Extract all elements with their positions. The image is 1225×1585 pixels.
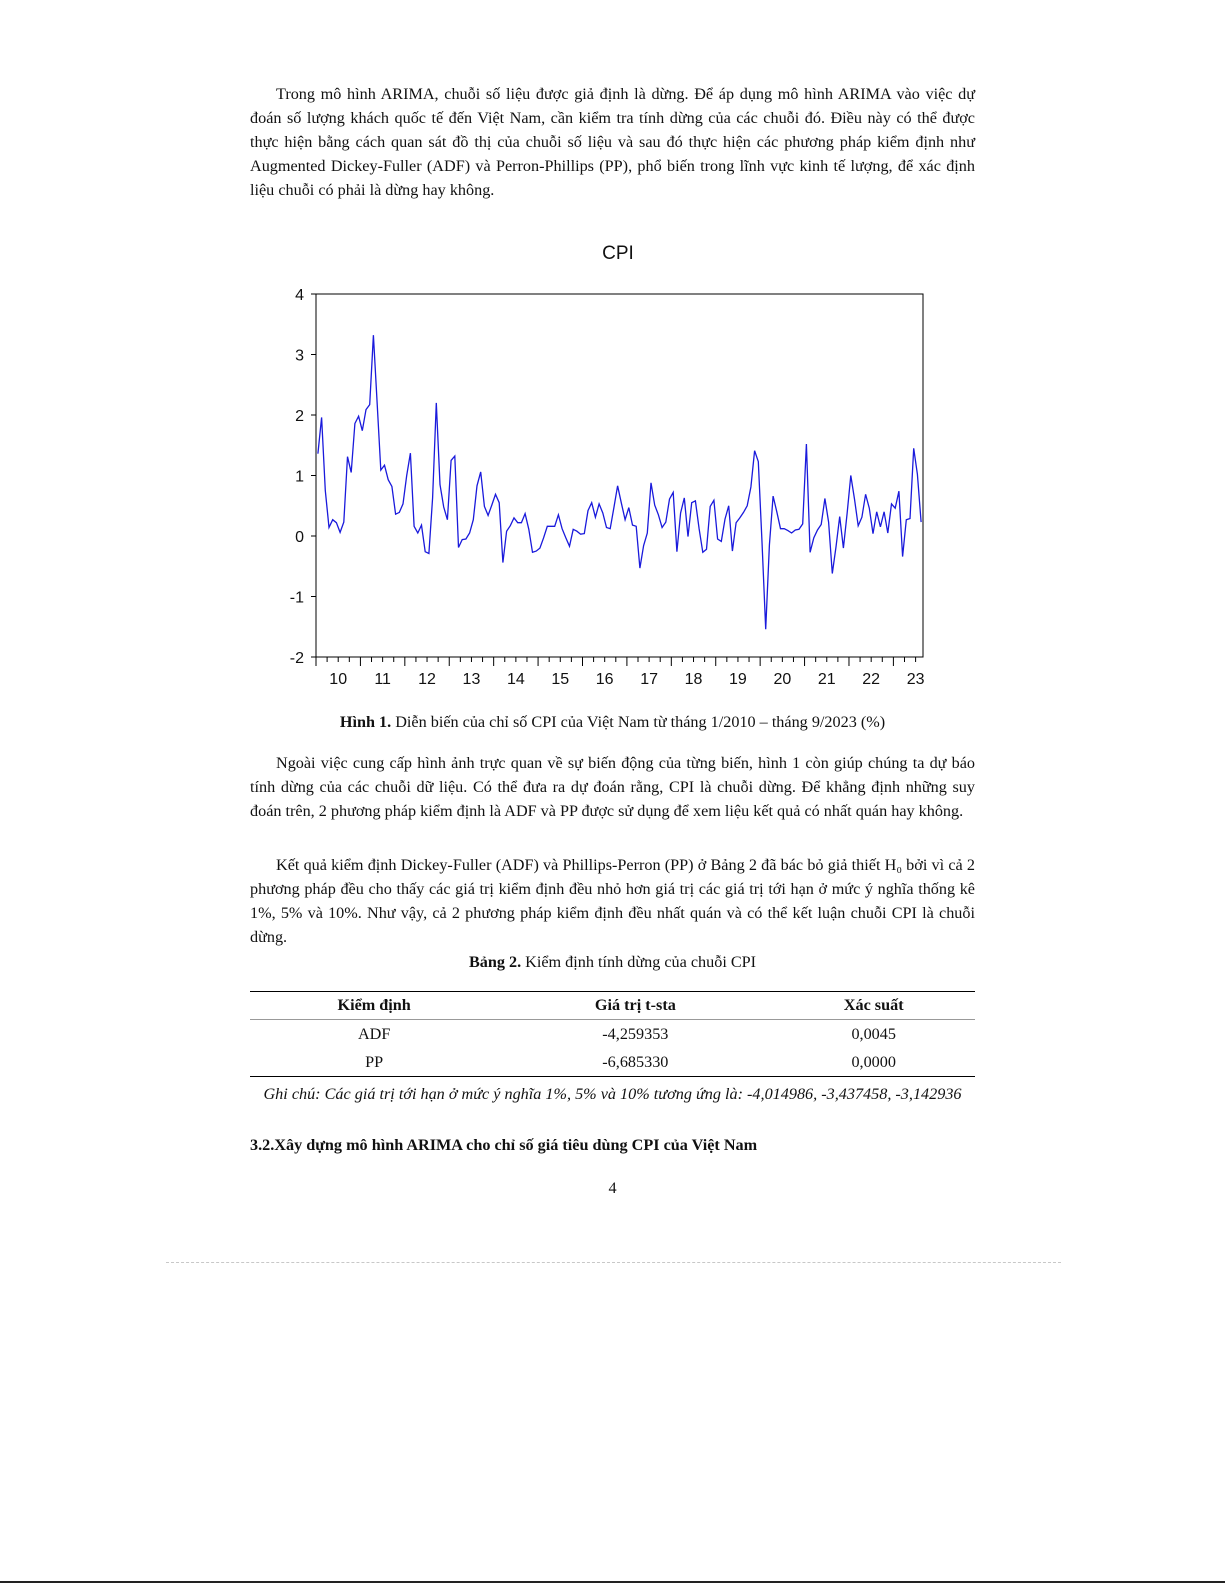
table-header-row: [250, 992, 975, 1020]
body-paragraph-2: Ngoài việc cung cấp hình ảnh trực quan về sự biến động của từng biến, hình 1 còn giúp chúng ta dự báo tính dừng của các chuỗi dữ liệu. Có thể đưa ra dự đoán rằng, CPI là chuỗi dừng. Để khẳng định những suy đoán trên, 2 phương pháp kiểm định là ADF và PP được sử dụng để xem liệu kết quả có nhất quán hay không.: [250, 754, 975, 820]
cell-probability: 0,0045: [851, 1024, 896, 1043]
x-tick-label: 15: [551, 671, 570, 688]
y-tick-label: -2: [289, 650, 304, 667]
x-tick-label: 13: [462, 671, 481, 688]
cpi-line-chart: [270, 238, 960, 698]
cell-test: PP: [365, 1052, 384, 1071]
y-tick-label: 4: [295, 287, 304, 304]
page-number: 4: [608, 1179, 617, 1197]
y-tick-label: 3: [295, 347, 304, 365]
page-bottom-edge: [0, 1581, 1225, 1583]
cell-test: ADF: [357, 1024, 391, 1043]
x-tick-label: 17: [640, 671, 659, 688]
stationarity-test-table: [250, 991, 975, 1077]
x-tick-label: 20: [773, 671, 792, 688]
header-test: Kiểm định: [250, 992, 498, 1020]
y-tick-label: 2: [295, 408, 304, 425]
footer-divider: [166, 1262, 1061, 1263]
section-heading: 3.2.Xây dựng mô hình ARIMA cho chỉ số giá tiêu dùng CPI của Việt Nam: [250, 1136, 758, 1154]
x-tick-label: 21: [817, 671, 836, 688]
x-tick-label: 14: [506, 671, 525, 688]
table-caption: [250, 953, 975, 972]
header-t-stat: Giá trị t-sta: [498, 992, 772, 1020]
y-axis: [290, 287, 316, 667]
table-row: [250, 1048, 975, 1077]
figure-caption-label: Hình 1.: [339, 713, 392, 731]
x-tick-label: 11: [374, 671, 391, 688]
x-tick-label: 18: [684, 671, 703, 688]
header-probability: Xác suất: [772, 992, 975, 1020]
cell-t-stat: -4,259353: [602, 1024, 669, 1043]
x-tick-label: 16: [595, 671, 614, 688]
y-tick-label: 0: [295, 529, 304, 546]
table-caption-text: Kiểm định tính dừng của chuỗi CPI: [521, 953, 757, 971]
table-note: Ghi chú: Các giá trị tới hạn ở mức ý nghĩa 1%, 5% và 10% tương ứng là: -4,014986, -3,437458, -3,142936: [263, 1085, 962, 1103]
intro-paragraph: Trong mô hình ARIMA, chuỗi số liệu được giả định là dừng. Để áp dụng mô hình ARIMA vào việc dự đoán số lượng khách quốc tế đến Việt Nam, cần kiểm tra tính dừng của các chuỗi đó. Điều này có thể được thực hiện bằng cách quan sát đồ thị của chuỗi số liệu và sau đó thực hiện các phương pháp kiểm định như Augmented Dickey-Fuller (ADF) và Perron-Phillips (PP), phổ biến trong lĩnh vực kinh tế lượng, để xác định liệu chuỗi có phải là dừng hay không.: [250, 85, 975, 199]
cell-probability: 0,0000: [851, 1052, 896, 1071]
cell-t-stat: -6,685330: [602, 1052, 669, 1071]
chart-title: CPI: [602, 243, 634, 264]
x-tick-label: 10: [329, 671, 348, 688]
x-tick-label: 19: [729, 671, 747, 688]
y-tick-label: -1: [289, 589, 304, 607]
figure-caption-text: Diễn biến của chỉ số CPI của Việt Nam từ tháng 1/2010 – tháng 9/2023 (%): [391, 713, 886, 731]
table-row: [250, 1020, 975, 1049]
x-axis: [316, 657, 925, 688]
x-tick-label: 23: [906, 671, 925, 688]
table-caption-label: Bảng 2.: [468, 953, 522, 971]
y-tick-label: 1: [295, 468, 304, 486]
cpi-series-line: [318, 335, 921, 629]
x-tick-label: 22: [862, 671, 881, 688]
figure-caption: [250, 713, 975, 732]
body-paragraph-3: Kết quả kiểm định Dickey-Fuller (ADF) và Phillips-Perron (PP) ở Bảng 2 đã bác bỏ giả thiết H₀ bởi vì cả 2 phương pháp đều cho thấy các giá trị kiểm định đều nhỏ hơn giá trị các giá trị tới hạn ở mức ý nghĩa thống kê 1%, 5% và 10%. Như vậy, cả 2 phương pháp kiểm định đều nhất quán và có thể kết luận chuỗi CPI là chuỗi dừng.: [250, 856, 975, 946]
x-tick-label: 12: [418, 671, 436, 688]
